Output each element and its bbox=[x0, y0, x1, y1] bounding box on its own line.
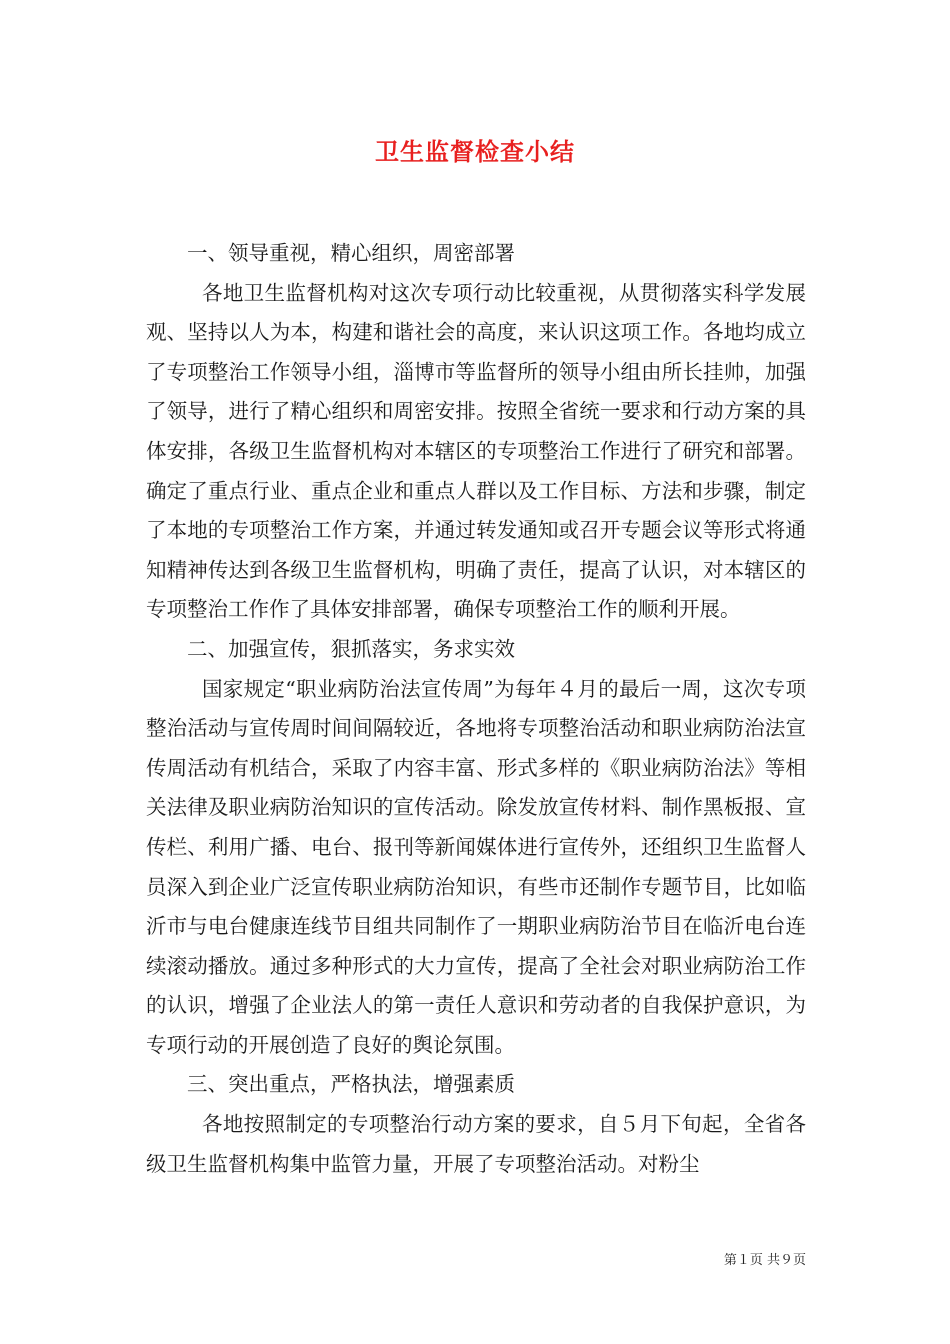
section-heading-2: 二、加强宣传，狠抓落实，务求实效 bbox=[187, 636, 515, 661]
section-heading-3: 三、突出重点，严格执法，增强素质 bbox=[187, 1072, 515, 1097]
page-number-footer: 第１页 共９页 bbox=[723, 1253, 806, 1268]
section-paragraph-3: 各地按照制定的专项整治行动方案的要求，自５月下旬起，全省各级卫生监督机构集中监管力量，开展了专项整治活动。对粉尘 bbox=[146, 1112, 806, 1176]
section-paragraph-1: 各地卫生监督机构对这次专项行动比较重视，从贯彻落实科学发展观、坚持以人为本，构建和谐社会的高度，来认识这项工作。各地均成立了专项整治工作领导小组，淄博市等监督所的领导小组由所长挂帅，加强了领导，进行了精心组织和周密安排。按照全省统一要求和行动方案的具体安排，各级卫生监督机构对本辖区的专项整治工作进行了研究和部署。确定了重点行业、重点企业和重点人群以及工作目标、方法和步骤，制定了本地的专项整治工作方案，并通过转发通知或召开专题会议等形式将通知精神传达到各级卫生监督机构，明确了责任，提高了认识，对本辖区的专项整治工作作了具体安排部署，确保专项整治工作的顺利开展。 bbox=[146, 280, 806, 622]
section-paragraph-2: 国家规定“职业病防治法宣传周”为每年４月的最后一周，这次专项整治活动与宣传周时间间隔较近，各地将专项整治活动和职业病防治法宣传周活动有机结合，采取了内容丰富、形式多样的《职业病防治法》等相关法律及职业病防治知识的宣传活动。除发放宣传材料、制作黑板报、宣传栏、利用广播、电台、报刊等新闻媒体进行宣传外，还组织卫生监督人员深入到企业广泛宣传职业病防治知识，有些市还制作专题节目，比如临沂市与电台健康连线节目组共同制作了一期职业病防治节目在临沂电台连续滚动播放。通过多种形式的大力宣传，提高了全社会对职业病防治工作的认识，增强了企业法人的第一责任人意识和劳动者的自我保护意识，为专项行动的开展创造了良好的舆论氛围。 bbox=[146, 676, 806, 1057]
section-heading-1: 一、领导重视，精心组织，周密部署 bbox=[187, 241, 515, 265]
document-title: 卫生监督检查小结 bbox=[375, 137, 575, 166]
document-body bbox=[146, 234, 806, 1184]
